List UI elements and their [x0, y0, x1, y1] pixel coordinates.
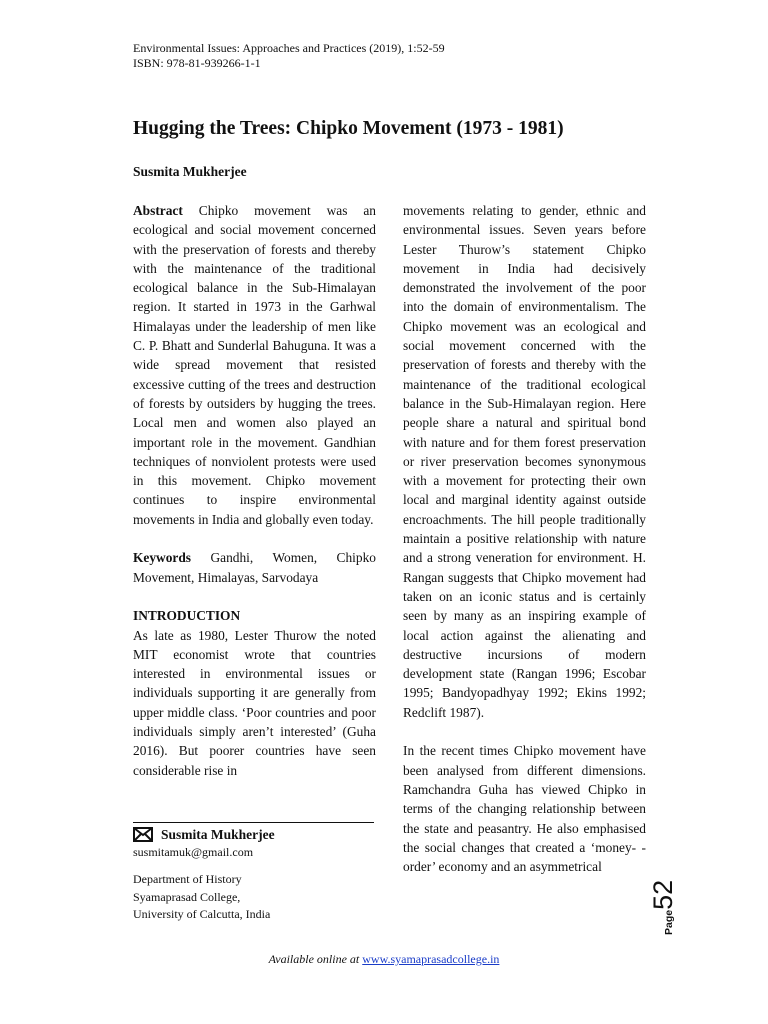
footer — [0, 952, 768, 967]
university: University of Calcutta, India — [133, 907, 271, 921]
correspondence-block — [133, 826, 378, 924]
right-paragraph-1: movements relating to gender, ethnic and environmental issues. Seven years before Lester Thurow’s statement Chipko movement in India had decisively demonstrated the involvement of the poor into the domain of environmentalism. The Chipko movement was an ecological and social movement concerned with the preservation of forests and thereby with the maintenance of the traditional ecological balance in the Sub-Himalayan region. Here people share a natural and spiritual bond with nature and for them forest preservation or river preservation becomes synonymous with a movement for protecting their own local and marginal identity against outside encroachments. The hill people traditionally maintain a positive relationship with nature and a strong veneration for environment. H. Rangan suggests that Chipko movement had taken on an iconic status and is certainly seen by many as an inspiring example of local action against the alienating and destructive incursions of modern development state (Rangan 1996; Escobar 1995; Bandyopadhyay 1992; Ekins 1992; Redclift 1987). — [403, 203, 646, 720]
correspondence-name: Susmita Mukherjee — [161, 827, 275, 842]
page-number — [648, 880, 679, 935]
right-column — [403, 201, 646, 876]
page-num: 52 — [648, 879, 678, 910]
abstract-label: Abstract — [133, 203, 183, 218]
journal-header — [133, 41, 445, 71]
correspondence-author — [133, 826, 378, 844]
envelope-icon — [133, 827, 153, 842]
introduction-heading: INTRODUCTION — [133, 608, 241, 624]
website-link[interactable]: www.syamaprasadcollege.in — [362, 952, 500, 966]
abstract — [133, 201, 376, 529]
left-column — [133, 201, 376, 780]
page-word: Page — [663, 909, 675, 935]
abstract-text: Chipko movement was an ecological and social movement concerned with the preservation of forests and thereby with the maintenance of the traditional ecological balance in the Sub-Himalayan region. It started in 1973 in the Garhwal Himalayas under the leadership of men like C. P. Bhatt and Sunderlal Bahuguna. It was a wide spread movement that resisted excessive cutting of the trees and destruction of forests by outsiders by hugging the trees. Local men and women also played an important role in the movement. Gandhian techniques of nonviolent protests were used in this movement. Chipko movement continues to inspire environmental movements in India and globally even today. — [133, 203, 376, 527]
article-title: Hugging the Trees: Chipko Movement (1973 - 1981) — [133, 118, 564, 139]
correspondence-divider — [133, 822, 374, 823]
article-author: Susmita Mukherjee — [133, 164, 247, 179]
college: Syamaprasad College, — [133, 889, 241, 904]
author-email: susmitamuk@gmail.com — [133, 844, 254, 859]
keywords — [133, 548, 376, 587]
introduction-text: As late as 1980, Lester Thurow the noted MIT economist wrote that countries interested in environmental issues or individuals supporting it are generally from upper middle class. ‘Poor countries and poor individuals simply aren’t interested’ (Guha 2016). But poorer countries have seen considerable rise in — [133, 627, 376, 778]
isbn: ISBN: 978-81-939266-1-1 — [133, 56, 261, 70]
right-paragraph-2: In the recent times Chipko movement have been analysed from different dimensions. Ramchandra Guha has viewed Chipko in terms of the changing relationship between the state and peasantry. He also emphasised the social changes that created a ‘money- -order’ economy and an asymmetrical — [403, 743, 646, 875]
department: Department of History — [133, 872, 242, 886]
footer-text: Available online at — [268, 952, 360, 966]
keywords-text: Gandhi, Women, Chipko Movement, Himalayas, Sarvodaya — [133, 550, 376, 585]
keywords-label: Keywords — [133, 550, 192, 566]
journal-citation: Environmental Issues: Approaches and Practices (2019), 1:52-59 — [133, 41, 445, 55]
